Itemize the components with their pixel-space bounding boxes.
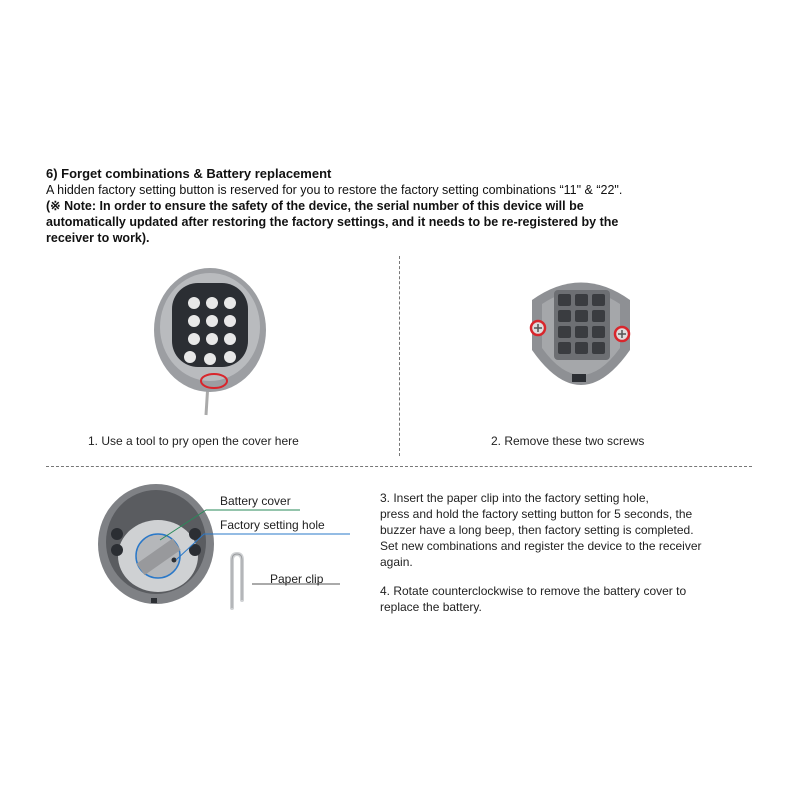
step3-text [380, 490, 702, 570]
step3-line-5: again. [380, 555, 413, 569]
step1-caption: 1. Use a tool to pry open the cover here [88, 434, 299, 448]
step3-line-4: Set new combinations and register the device to the receiver [380, 539, 702, 553]
factory-setting-hole-label: Factory setting hole [220, 518, 325, 532]
step3-line-2: press and hold the factory setting button for 5 seconds, the [380, 507, 693, 521]
step4-line-2: replace the battery. [380, 600, 482, 614]
step4-text [380, 583, 686, 615]
section-description: A hidden factory setting button is reserved for you to restore the factory setting combinations “11" & “22". [46, 183, 623, 197]
note-line-1: (※ Note: In order to ensure the safety of the device, the serial number of this device will be [46, 199, 584, 213]
paper-clip-label: Paper clip [270, 572, 324, 586]
paper-clip-image [222, 550, 252, 610]
step3-line-3: buzzer have a long beep, then factory setting is completed. [380, 523, 694, 537]
step4-line-1: 4. Rotate counterclockwise to remove the battery cover to [380, 584, 687, 598]
step3-line-1: 3. Insert the paper clip into the factory setting hole, [380, 491, 649, 505]
section-title: 6) Forget combinations & Battery replacement [46, 166, 332, 181]
battery-cover-label: Battery cover [220, 494, 291, 508]
note-line-3: receiver to work). [46, 231, 150, 245]
note-line-2: automatically updated after restoring the factory settings, and it needs to be re-registered by the [46, 215, 619, 229]
step2-caption: 2. Remove these two screws [491, 434, 645, 448]
